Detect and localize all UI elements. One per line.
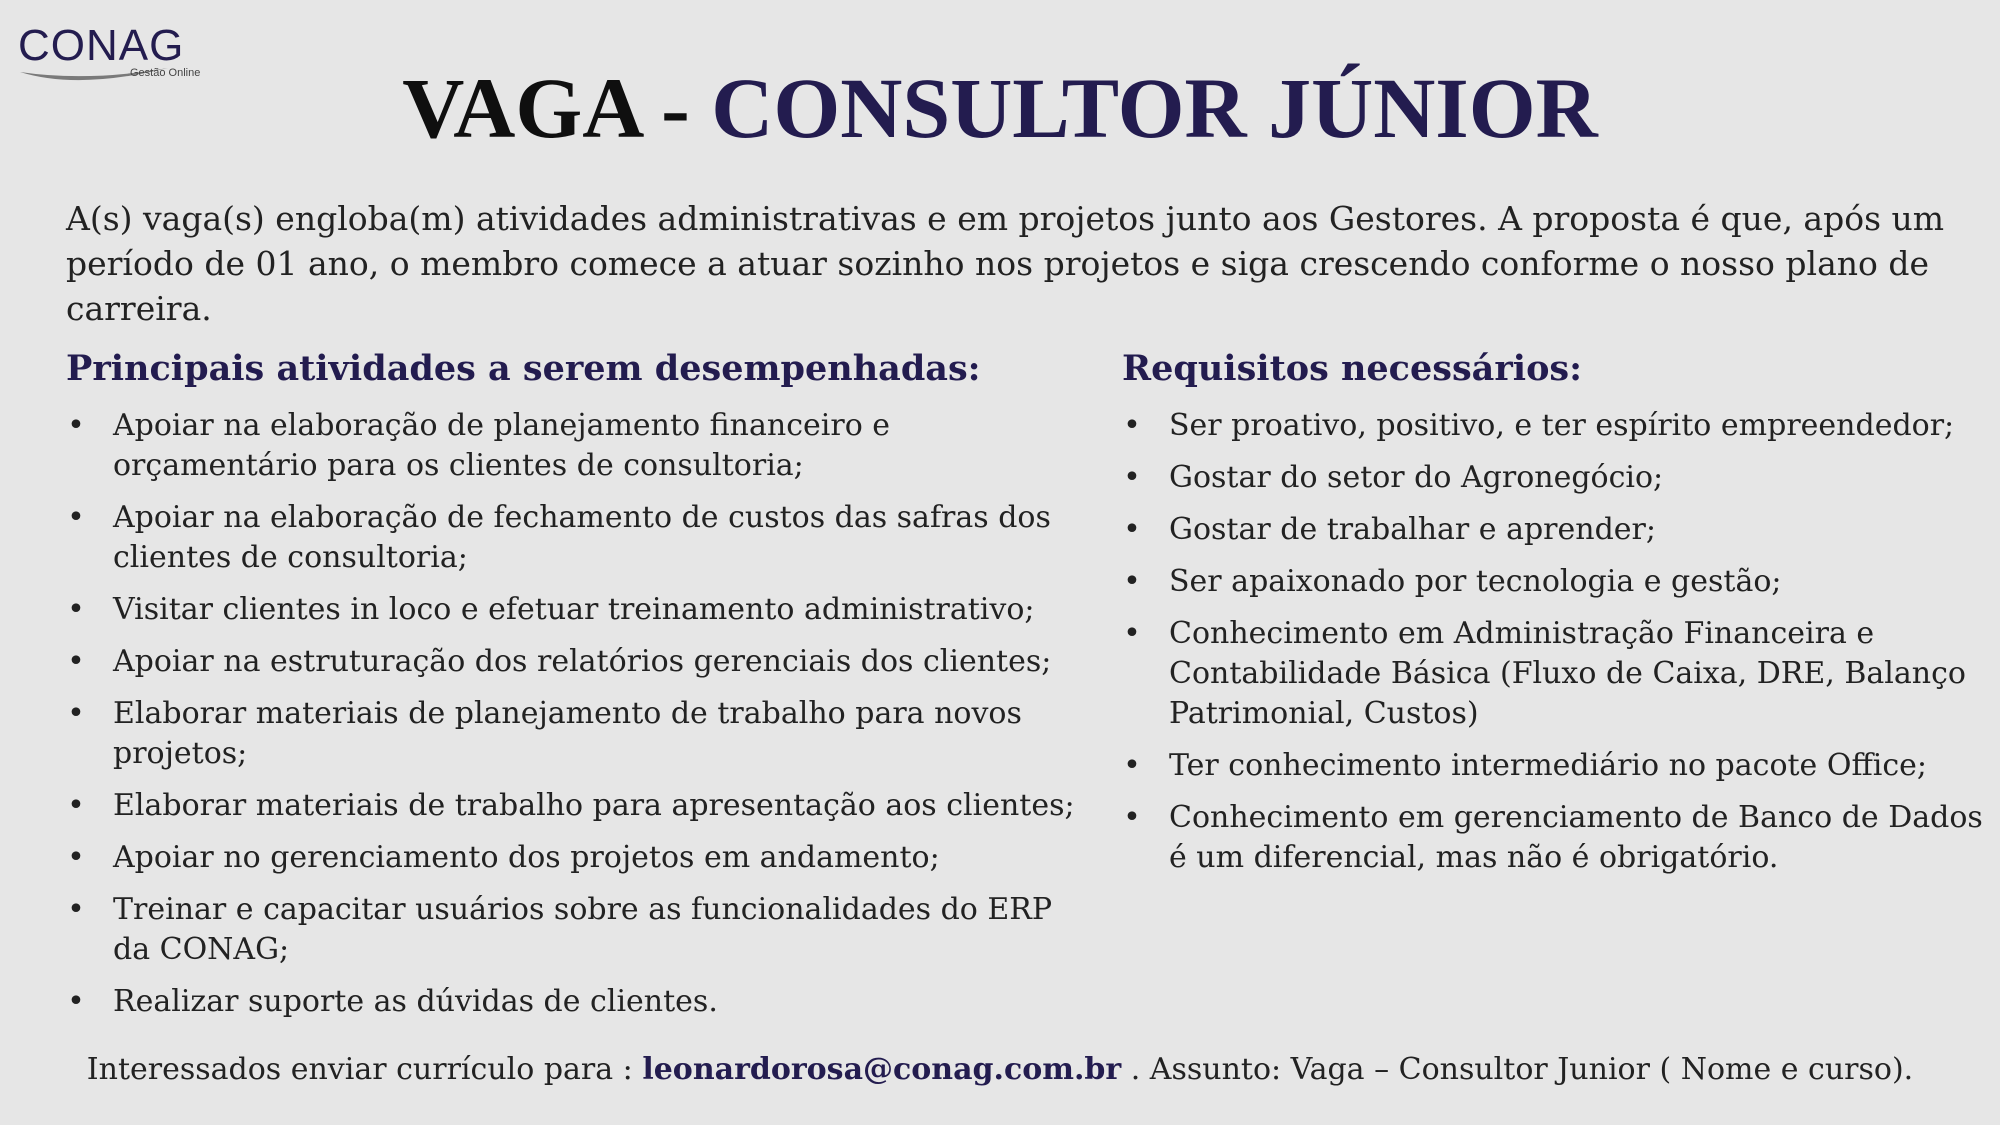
list-item (1122, 746, 1992, 786)
bullet-icon: • (67, 696, 85, 731)
activities-heading: Principais atividades a serem desempenhadas: (66, 348, 981, 389)
contact-footer (0, 1048, 2000, 1092)
list-item (66, 890, 1086, 970)
list-item (66, 406, 1086, 486)
list-item-text: Gostar do setor do Agronegócio; (1169, 460, 1664, 495)
intro-paragraph: A(s) vaga(s) engloba(m) atividades administrativas e em projetos junto aos Gestores. A proposta é que, após um período de 01 ano, o membro comece a atuar sozinho nos projetos e siga crescendo conforme o nosso plano de carreira. (66, 199, 1945, 328)
bullet-icon: • (67, 408, 85, 443)
list-item-text: Realizar suporte as dúvidas de clientes. (113, 984, 718, 1019)
list-item (1122, 510, 1992, 550)
list-item-text: Conhecimento em Administração Financeira e Contabilidade Básica (Fluxo de Caixa, DRE, Balanço Patrimonial, Custos) (1169, 616, 1966, 731)
list-item (1122, 614, 1992, 734)
list-item (1122, 406, 1992, 446)
list-item (66, 694, 1086, 774)
requirements-section (1122, 346, 1992, 890)
bullet-icon: • (67, 892, 85, 927)
list-item (66, 786, 1086, 826)
list-item-text: Ser apaixonado por tecnologia e gestão; (1169, 564, 1782, 599)
list-item (66, 642, 1086, 682)
requirements-list (1122, 406, 1992, 878)
bullet-icon: • (1123, 616, 1141, 651)
list-item-text: Apoiar no gerenciamento dos projetos em andamento; (113, 840, 940, 875)
list-item-text: Apoiar na elaboração de fechamento de custos das safras dos clientes de consultoria; (113, 500, 1051, 575)
title-role: CONSULTOR JÚNIOR (711, 60, 1598, 156)
bullet-icon: • (1123, 512, 1141, 547)
bullet-icon: • (67, 788, 85, 823)
list-item (1122, 562, 1992, 602)
logo-wordmark: CONAG (18, 21, 185, 70)
bullet-icon: • (67, 500, 85, 535)
bullet-icon: • (67, 644, 85, 679)
list-item (66, 838, 1086, 878)
bullet-icon: • (1123, 564, 1141, 599)
bullet-icon: • (67, 984, 85, 1019)
list-item (66, 498, 1086, 578)
list-item (1122, 458, 1992, 498)
list-item (1122, 798, 1992, 878)
list-item-text: Apoiar na elaboração de planejamento financeiro e orçamentário para os clientes de consultoria; (113, 408, 891, 483)
list-item-text: Visitar clientes in loco e efetuar treinamento administrativo; (113, 592, 1035, 627)
footer-suffix: . Assunto: Vaga – Consultor Junior ( Nome e curso). (1121, 1052, 1914, 1087)
list-item-text: Elaborar materiais de planejamento de trabalho para novos projetos; (113, 696, 1022, 771)
list-item-text: Ser proativo, positivo, e ter espírito empreendedor; (1169, 408, 1955, 443)
requirements-heading: Requisitos necessários: (1122, 348, 1583, 389)
list-item-text: Ter conhecimento intermediário no pacote Office; (1169, 748, 1928, 783)
bullet-icon: • (67, 592, 85, 627)
bullet-icon: • (67, 840, 85, 875)
list-item-text: Apoiar na estruturação dos relatórios gerenciais dos clientes; (113, 644, 1052, 679)
logo-tagline: Gestão Online (130, 67, 201, 79)
bullet-icon: • (1123, 460, 1141, 495)
list-item-text: Gostar de trabalhar e aprender; (1169, 512, 1656, 547)
bullet-icon: • (1123, 800, 1141, 835)
footer-prefix: Interessados enviar currículo para : (86, 1052, 643, 1087)
activities-section (66, 346, 1086, 1034)
list-item (66, 982, 1086, 1022)
activities-list (66, 406, 1086, 1022)
page-title (0, 58, 2000, 158)
title-prefix: VAGA - (402, 60, 712, 156)
contact-email-link[interactable]: leonardorosa@conag.com.br (642, 1052, 1122, 1087)
list-item-text: Treinar e capacitar usuários sobre as funcionalidades do ERP da CONAG; (113, 892, 1053, 967)
list-item-text: Conhecimento em gerenciamento de Banco de Dados é um diferencial, mas não é obrigatório. (1169, 800, 1983, 875)
bullet-icon: • (1123, 408, 1141, 443)
list-item (66, 590, 1086, 630)
bullet-icon: • (1123, 748, 1141, 783)
list-item-text: Elaborar materiais de trabalho para apresentação aos clientes; (113, 788, 1075, 823)
